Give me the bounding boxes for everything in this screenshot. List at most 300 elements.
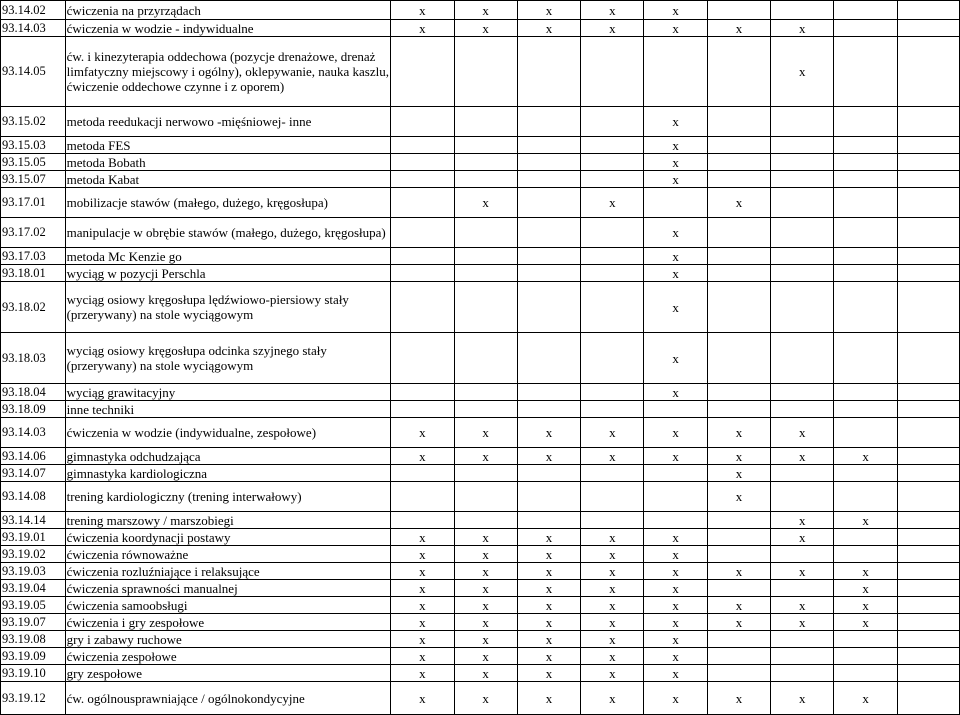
mark-cell-col-4: x bbox=[581, 448, 644, 465]
mark-cell-col-8: x bbox=[834, 580, 897, 597]
table-row bbox=[1, 448, 960, 465]
mark-cell-col-4: x bbox=[581, 648, 644, 665]
mark-cell-col-6 bbox=[707, 580, 770, 597]
mark-cell-col-3: x bbox=[517, 682, 580, 715]
mark-cell-col-2 bbox=[454, 154, 517, 171]
table-row bbox=[1, 546, 960, 563]
mark-cell-col-6: x bbox=[707, 20, 770, 37]
mark-cell-col-6 bbox=[707, 282, 770, 333]
mark-cell-col-4 bbox=[581, 171, 644, 188]
mark-cell-col-2: x bbox=[454, 563, 517, 580]
mark-cell-col-9 bbox=[897, 682, 959, 715]
table-row bbox=[1, 171, 960, 188]
mark-cell-col-9 bbox=[897, 37, 959, 107]
mark-cell-col-5: x bbox=[644, 154, 707, 171]
mark-cell-col-1: x bbox=[391, 563, 454, 580]
mark-cell-col-6: x bbox=[707, 614, 770, 631]
procedure-name: gry i zabawy ruchowe bbox=[65, 631, 391, 648]
mark-cell-col-9 bbox=[897, 384, 959, 401]
mark-cell-col-9 bbox=[897, 218, 959, 248]
mark-cell-col-7 bbox=[771, 648, 834, 665]
mark-cell-col-2: x bbox=[454, 1, 517, 20]
procedure-code: 93.19.12 bbox=[1, 682, 66, 715]
mark-cell-col-3: x bbox=[517, 563, 580, 580]
mark-cell-col-8: x bbox=[834, 597, 897, 614]
mark-cell-col-7: x bbox=[771, 20, 834, 37]
mark-cell-col-4: x bbox=[581, 631, 644, 648]
mark-cell-col-8 bbox=[834, 546, 897, 563]
mark-cell-col-7 bbox=[771, 171, 834, 188]
mark-cell-col-6 bbox=[707, 665, 770, 682]
mark-cell-col-3 bbox=[517, 482, 580, 512]
procedure-code: 93.19.02 bbox=[1, 546, 66, 563]
mark-cell-col-5: x bbox=[644, 137, 707, 154]
mark-cell-col-8 bbox=[834, 188, 897, 218]
mark-cell-col-9 bbox=[897, 512, 959, 529]
mark-cell-col-8: x bbox=[834, 614, 897, 631]
procedure-code: 93.18.02 bbox=[1, 282, 66, 333]
procedure-name: wyciąg osiowy kręgosłupa lędźwiowo-piersiowy stały (przerywany) na stole wyciągowym bbox=[65, 282, 391, 333]
mark-cell-col-6 bbox=[707, 171, 770, 188]
mark-cell-col-9 bbox=[897, 20, 959, 37]
mark-cell-col-7 bbox=[771, 384, 834, 401]
mark-cell-col-4: x bbox=[581, 614, 644, 631]
mark-cell-col-6: x bbox=[707, 482, 770, 512]
procedure-code: 93.17.02 bbox=[1, 218, 66, 248]
mark-cell-col-3 bbox=[517, 333, 580, 384]
mark-cell-col-2: x bbox=[454, 188, 517, 218]
mark-cell-col-1: x bbox=[391, 597, 454, 614]
mark-cell-col-5: x bbox=[644, 218, 707, 248]
mark-cell-col-6: x bbox=[707, 418, 770, 448]
mark-cell-col-4: x bbox=[581, 580, 644, 597]
procedure-code: 93.19.10 bbox=[1, 665, 66, 682]
mark-cell-col-1 bbox=[391, 333, 454, 384]
mark-cell-col-4 bbox=[581, 512, 644, 529]
mark-cell-col-5: x bbox=[644, 265, 707, 282]
mark-cell-col-8 bbox=[834, 665, 897, 682]
mark-cell-col-1: x bbox=[391, 529, 454, 546]
table-row bbox=[1, 614, 960, 631]
mark-cell-col-7: x bbox=[771, 418, 834, 448]
mark-cell-col-3 bbox=[517, 154, 580, 171]
procedure-name: wyciąg w pozycji Perschla bbox=[65, 265, 391, 282]
mark-cell-col-8: x bbox=[834, 563, 897, 580]
procedure-name: ćwiczenia sprawności manualnej bbox=[65, 580, 391, 597]
mark-cell-col-8 bbox=[834, 37, 897, 107]
mark-cell-col-5: x bbox=[644, 384, 707, 401]
mark-cell-col-1 bbox=[391, 154, 454, 171]
mark-cell-col-9 bbox=[897, 546, 959, 563]
table-row bbox=[1, 384, 960, 401]
mark-cell-col-7: x bbox=[771, 448, 834, 465]
mark-cell-col-9 bbox=[897, 137, 959, 154]
mark-cell-col-9 bbox=[897, 418, 959, 448]
procedure-name: manipulacje w obrębie stawów (małego, dużego, kręgosłupa) bbox=[65, 218, 391, 248]
mark-cell-col-7 bbox=[771, 248, 834, 265]
mark-cell-col-1 bbox=[391, 248, 454, 265]
mark-cell-col-7 bbox=[771, 665, 834, 682]
mark-cell-col-6 bbox=[707, 154, 770, 171]
mark-cell-col-4 bbox=[581, 384, 644, 401]
table-row bbox=[1, 154, 960, 171]
procedure-code: 93.19.09 bbox=[1, 648, 66, 665]
mark-cell-col-8 bbox=[834, 1, 897, 20]
mark-cell-col-1: x bbox=[391, 665, 454, 682]
mark-cell-col-4 bbox=[581, 333, 644, 384]
mark-cell-col-5 bbox=[644, 512, 707, 529]
procedures-table-body bbox=[1, 1, 960, 715]
mark-cell-col-5: x bbox=[644, 597, 707, 614]
mark-cell-col-3: x bbox=[517, 418, 580, 448]
mark-cell-col-7 bbox=[771, 580, 834, 597]
procedure-name: wyciąg grawitacyjny bbox=[65, 384, 391, 401]
procedure-code: 93.19.07 bbox=[1, 614, 66, 631]
table-row bbox=[1, 580, 960, 597]
mark-cell-col-8 bbox=[834, 529, 897, 546]
procedure-name: mobilizacje stawów (małego, dużego, kręgosłupa) bbox=[65, 188, 391, 218]
table-row bbox=[1, 401, 960, 418]
table-row bbox=[1, 648, 960, 665]
mark-cell-col-4: x bbox=[581, 546, 644, 563]
mark-cell-col-7 bbox=[771, 154, 834, 171]
mark-cell-col-2 bbox=[454, 218, 517, 248]
mark-cell-col-5: x bbox=[644, 580, 707, 597]
mark-cell-col-9 bbox=[897, 465, 959, 482]
mark-cell-col-7 bbox=[771, 137, 834, 154]
table-row bbox=[1, 218, 960, 248]
mark-cell-col-3 bbox=[517, 465, 580, 482]
mark-cell-col-2 bbox=[454, 465, 517, 482]
table-row bbox=[1, 631, 960, 648]
mark-cell-col-4 bbox=[581, 401, 644, 418]
mark-cell-col-1 bbox=[391, 512, 454, 529]
mark-cell-col-2 bbox=[454, 171, 517, 188]
mark-cell-col-7 bbox=[771, 218, 834, 248]
mark-cell-col-4 bbox=[581, 218, 644, 248]
mark-cell-col-6: x bbox=[707, 465, 770, 482]
mark-cell-col-1: x bbox=[391, 648, 454, 665]
procedure-code: 93.15.05 bbox=[1, 154, 66, 171]
mark-cell-col-3 bbox=[517, 107, 580, 137]
mark-cell-col-6 bbox=[707, 631, 770, 648]
procedure-code: 93.19.01 bbox=[1, 529, 66, 546]
mark-cell-col-9 bbox=[897, 171, 959, 188]
mark-cell-col-5: x bbox=[644, 682, 707, 715]
mark-cell-col-6: x bbox=[707, 448, 770, 465]
procedure-name: gimnastyka odchudzająca bbox=[65, 448, 391, 465]
mark-cell-col-7: x bbox=[771, 563, 834, 580]
mark-cell-col-6 bbox=[707, 1, 770, 20]
mark-cell-col-2 bbox=[454, 512, 517, 529]
procedure-code: 93.19.03 bbox=[1, 563, 66, 580]
mark-cell-col-7: x bbox=[771, 512, 834, 529]
mark-cell-col-4 bbox=[581, 282, 644, 333]
mark-cell-col-1 bbox=[391, 37, 454, 107]
mark-cell-col-7: x bbox=[771, 37, 834, 107]
mark-cell-col-4: x bbox=[581, 188, 644, 218]
mark-cell-col-2: x bbox=[454, 418, 517, 448]
table-row bbox=[1, 512, 960, 529]
mark-cell-col-5 bbox=[644, 465, 707, 482]
mark-cell-col-8 bbox=[834, 282, 897, 333]
table-row bbox=[1, 333, 960, 384]
procedure-code: 93.17.01 bbox=[1, 188, 66, 218]
procedure-code: 93.18.03 bbox=[1, 333, 66, 384]
table-row bbox=[1, 282, 960, 333]
mark-cell-col-6 bbox=[707, 546, 770, 563]
mark-cell-col-5: x bbox=[644, 665, 707, 682]
procedure-code: 93.14.14 bbox=[1, 512, 66, 529]
mark-cell-col-5: x bbox=[644, 1, 707, 20]
mark-cell-col-2: x bbox=[454, 580, 517, 597]
mark-cell-col-1: x bbox=[391, 1, 454, 20]
mark-cell-col-1 bbox=[391, 265, 454, 282]
mark-cell-col-6 bbox=[707, 333, 770, 384]
mark-cell-col-2: x bbox=[454, 631, 517, 648]
mark-cell-col-4: x bbox=[581, 563, 644, 580]
procedure-name: ćwiczenia w wodzie (indywidualne, zespołowe) bbox=[65, 418, 391, 448]
mark-cell-col-9 bbox=[897, 188, 959, 218]
table-row bbox=[1, 597, 960, 614]
mark-cell-col-7: x bbox=[771, 614, 834, 631]
mark-cell-col-5: x bbox=[644, 648, 707, 665]
mark-cell-col-9 bbox=[897, 482, 959, 512]
mark-cell-col-3 bbox=[517, 37, 580, 107]
mark-cell-col-8: x bbox=[834, 448, 897, 465]
mark-cell-col-1: x bbox=[391, 418, 454, 448]
mark-cell-col-9 bbox=[897, 580, 959, 597]
mark-cell-col-5: x bbox=[644, 333, 707, 384]
mark-cell-col-5: x bbox=[644, 248, 707, 265]
mark-cell-col-4 bbox=[581, 154, 644, 171]
mark-cell-col-4 bbox=[581, 465, 644, 482]
mark-cell-col-7 bbox=[771, 546, 834, 563]
mark-cell-col-5: x bbox=[644, 171, 707, 188]
mark-cell-col-3: x bbox=[517, 597, 580, 614]
procedure-name: metoda Mc Kenzie go bbox=[65, 248, 391, 265]
mark-cell-col-6 bbox=[707, 265, 770, 282]
mark-cell-col-3: x bbox=[517, 448, 580, 465]
mark-cell-col-9 bbox=[897, 333, 959, 384]
procedure-code: 93.14.08 bbox=[1, 482, 66, 512]
mark-cell-col-8 bbox=[834, 482, 897, 512]
mark-cell-col-4 bbox=[581, 107, 644, 137]
mark-cell-col-8 bbox=[834, 631, 897, 648]
mark-cell-col-7 bbox=[771, 265, 834, 282]
procedure-code: 93.19.08 bbox=[1, 631, 66, 648]
mark-cell-col-2 bbox=[454, 265, 517, 282]
mark-cell-col-6 bbox=[707, 384, 770, 401]
procedure-name: ćwiczenia samoobsługi bbox=[65, 597, 391, 614]
mark-cell-col-3: x bbox=[517, 631, 580, 648]
procedure-code: 93.14.05 bbox=[1, 37, 66, 107]
table-row bbox=[1, 529, 960, 546]
mark-cell-col-8 bbox=[834, 218, 897, 248]
mark-cell-col-2: x bbox=[454, 682, 517, 715]
mark-cell-col-7 bbox=[771, 188, 834, 218]
mark-cell-col-2: x bbox=[454, 20, 517, 37]
mark-cell-col-7 bbox=[771, 333, 834, 384]
procedure-code: 93.18.09 bbox=[1, 401, 66, 418]
table-row bbox=[1, 482, 960, 512]
mark-cell-col-6 bbox=[707, 529, 770, 546]
mark-cell-col-9 bbox=[897, 597, 959, 614]
procedure-code: 93.15.02 bbox=[1, 107, 66, 137]
procedure-code: 93.18.01 bbox=[1, 265, 66, 282]
mark-cell-col-6: x bbox=[707, 563, 770, 580]
mark-cell-col-8 bbox=[834, 648, 897, 665]
mark-cell-col-1: x bbox=[391, 682, 454, 715]
mark-cell-col-6 bbox=[707, 401, 770, 418]
procedure-name: metoda Kabat bbox=[65, 171, 391, 188]
mark-cell-col-8 bbox=[834, 107, 897, 137]
mark-cell-col-3: x bbox=[517, 665, 580, 682]
procedure-name: ćwiczenia w wodzie - indywidualne bbox=[65, 20, 391, 37]
mark-cell-col-1 bbox=[391, 482, 454, 512]
mark-cell-col-3: x bbox=[517, 20, 580, 37]
table-row bbox=[1, 37, 960, 107]
table-row bbox=[1, 188, 960, 218]
mark-cell-col-6 bbox=[707, 218, 770, 248]
procedure-name: ćw. ogólnousprawniające / ogólnokondycyjne bbox=[65, 682, 391, 715]
mark-cell-col-7 bbox=[771, 465, 834, 482]
mark-cell-col-4: x bbox=[581, 665, 644, 682]
mark-cell-col-2: x bbox=[454, 648, 517, 665]
mark-cell-col-8 bbox=[834, 265, 897, 282]
mark-cell-col-2 bbox=[454, 137, 517, 154]
table-row bbox=[1, 563, 960, 580]
mark-cell-col-9 bbox=[897, 1, 959, 20]
table-row bbox=[1, 465, 960, 482]
procedure-name: gimnastyka kardiologiczna bbox=[65, 465, 391, 482]
mark-cell-col-1: x bbox=[391, 20, 454, 37]
mark-cell-col-1: x bbox=[391, 546, 454, 563]
procedure-code: 93.14.03 bbox=[1, 20, 66, 37]
mark-cell-col-4 bbox=[581, 37, 644, 107]
mark-cell-col-7 bbox=[771, 107, 834, 137]
mark-cell-col-1 bbox=[391, 401, 454, 418]
mark-cell-col-2: x bbox=[454, 529, 517, 546]
mark-cell-col-4: x bbox=[581, 20, 644, 37]
mark-cell-col-8 bbox=[834, 418, 897, 448]
mark-cell-col-8 bbox=[834, 137, 897, 154]
mark-cell-col-3 bbox=[517, 171, 580, 188]
procedure-code: 93.14.02 bbox=[1, 1, 66, 20]
mark-cell-col-5 bbox=[644, 188, 707, 218]
mark-cell-col-4: x bbox=[581, 682, 644, 715]
table-row bbox=[1, 1, 960, 20]
mark-cell-col-5: x bbox=[644, 614, 707, 631]
mark-cell-col-2 bbox=[454, 282, 517, 333]
mark-cell-col-4 bbox=[581, 482, 644, 512]
procedure-name: wyciąg osiowy kręgosłupa odcinka szyjnego stały (przerywany) na stole wyciągowym bbox=[65, 333, 391, 384]
mark-cell-col-3 bbox=[517, 137, 580, 154]
procedure-name: trening kardiologiczny (trening interwałowy) bbox=[65, 482, 391, 512]
procedure-code: 93.15.03 bbox=[1, 137, 66, 154]
mark-cell-col-3 bbox=[517, 265, 580, 282]
table-row bbox=[1, 665, 960, 682]
mark-cell-col-6 bbox=[707, 648, 770, 665]
mark-cell-col-5: x bbox=[644, 631, 707, 648]
mark-cell-col-5: x bbox=[644, 20, 707, 37]
mark-cell-col-7 bbox=[771, 282, 834, 333]
procedure-code: 93.14.03 bbox=[1, 418, 66, 448]
mark-cell-col-9 bbox=[897, 563, 959, 580]
table-row bbox=[1, 682, 960, 715]
mark-cell-col-2 bbox=[454, 384, 517, 401]
mark-cell-col-8: x bbox=[834, 512, 897, 529]
mark-cell-col-9 bbox=[897, 614, 959, 631]
mark-cell-col-6 bbox=[707, 37, 770, 107]
mark-cell-col-7 bbox=[771, 631, 834, 648]
procedure-name: gry zespołowe bbox=[65, 665, 391, 682]
mark-cell-col-5: x bbox=[644, 448, 707, 465]
mark-cell-col-9 bbox=[897, 401, 959, 418]
procedure-code: 93.19.04 bbox=[1, 580, 66, 597]
mark-cell-col-5: x bbox=[644, 529, 707, 546]
mark-cell-col-5: x bbox=[644, 546, 707, 563]
procedure-name: metoda Bobath bbox=[65, 154, 391, 171]
table-row bbox=[1, 107, 960, 137]
mark-cell-col-1 bbox=[391, 188, 454, 218]
mark-cell-col-1 bbox=[391, 107, 454, 137]
procedure-code: 93.15.07 bbox=[1, 171, 66, 188]
mark-cell-col-3 bbox=[517, 384, 580, 401]
mark-cell-col-8: x bbox=[834, 682, 897, 715]
mark-cell-col-1 bbox=[391, 384, 454, 401]
mark-cell-col-4 bbox=[581, 137, 644, 154]
mark-cell-col-1 bbox=[391, 171, 454, 188]
mark-cell-col-9 bbox=[897, 107, 959, 137]
mark-cell-col-9 bbox=[897, 154, 959, 171]
mark-cell-col-3 bbox=[517, 512, 580, 529]
mark-cell-col-9 bbox=[897, 529, 959, 546]
mark-cell-col-9 bbox=[897, 248, 959, 265]
procedure-name: inne techniki bbox=[65, 401, 391, 418]
mark-cell-col-8 bbox=[834, 333, 897, 384]
procedure-code: 93.18.04 bbox=[1, 384, 66, 401]
mark-cell-col-1: x bbox=[391, 580, 454, 597]
procedure-name: ćwiczenia zespołowe bbox=[65, 648, 391, 665]
mark-cell-col-9 bbox=[897, 265, 959, 282]
mark-cell-col-2: x bbox=[454, 665, 517, 682]
mark-cell-col-4 bbox=[581, 248, 644, 265]
mark-cell-col-3 bbox=[517, 188, 580, 218]
mark-cell-col-6: x bbox=[707, 597, 770, 614]
mark-cell-col-1: x bbox=[391, 631, 454, 648]
procedure-code: 93.17.03 bbox=[1, 248, 66, 265]
mark-cell-col-5: x bbox=[644, 418, 707, 448]
procedure-code: 93.14.07 bbox=[1, 465, 66, 482]
mark-cell-col-9 bbox=[897, 631, 959, 648]
mark-cell-col-5 bbox=[644, 482, 707, 512]
mark-cell-col-1: x bbox=[391, 614, 454, 631]
mark-cell-col-8 bbox=[834, 154, 897, 171]
mark-cell-col-1 bbox=[391, 137, 454, 154]
procedure-name: trening marszowy / marszobiegi bbox=[65, 512, 391, 529]
mark-cell-col-2: x bbox=[454, 448, 517, 465]
mark-cell-col-9 bbox=[897, 648, 959, 665]
mark-cell-col-1 bbox=[391, 282, 454, 333]
mark-cell-col-3 bbox=[517, 218, 580, 248]
procedure-name: ćwiczenia rozluźniające i relaksujące bbox=[65, 563, 391, 580]
procedure-name: metoda reedukacji nerwowo -mięśniowej- inne bbox=[65, 107, 391, 137]
mark-cell-col-7: x bbox=[771, 682, 834, 715]
mark-cell-col-6 bbox=[707, 248, 770, 265]
mark-cell-col-9 bbox=[897, 665, 959, 682]
mark-cell-col-6: x bbox=[707, 682, 770, 715]
